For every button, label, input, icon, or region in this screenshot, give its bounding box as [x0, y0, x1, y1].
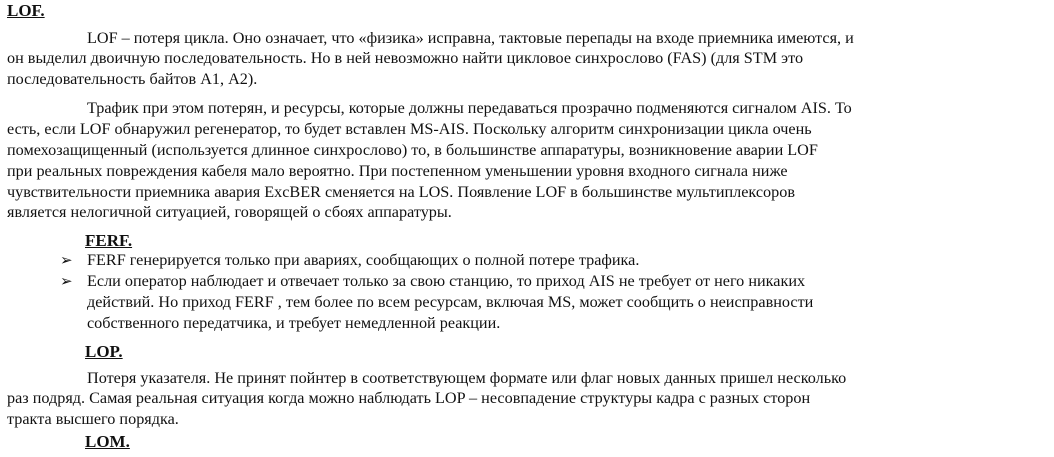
lof-para2-line-6: является нелогичной ситуацией, говорящей о сбоях аппаратуры. [7, 203, 452, 221]
lop-para-line-2: раз подряд. Самая реальная ситуация когда можно наблюдать LOP – несовпадение структуры кадра с разных сторон [7, 389, 811, 407]
bullet-arrow-icon: ➢ [60, 251, 73, 269]
lof-para2-line-2: есть, если LOF обнаружил регенератор, то будет вставлен MS-AIS. Поскольку алгоритм синхронизации цикла очень [7, 120, 812, 138]
ferf-bullet1-line-1: FERF генерируется только при авариях, сообщающих о полной потере трафика. [87, 251, 640, 269]
lof-para2-line-4: при реальных повреждения кабеля мало вероятно. При постепенном уменьшении уровня входного сигнала ниже [7, 162, 788, 180]
lof-para2-line-3: помехозащищенный (используется длинное синхрослово) то, в большинстве аппаратуры, возникновение аварии LOF [7, 141, 818, 159]
ferf-bullet2-line-1: Если оператор наблюдает и отвечает только за свою станцию, то приход AIS не требует от него никаких [87, 272, 806, 290]
heading-lom: LOM. [85, 432, 130, 451]
lof-para2-line-1: Трафик при этом потерян, и ресурсы, которые должны передаваться прозрачно подменяются сигналом AIS. То [87, 99, 852, 117]
heading-lof: LOF. [7, 1, 45, 20]
ferf-bullet2-line-3: собственного передатчика, и требует немедленной реакции. [87, 314, 501, 332]
heading-lop: LOP. [85, 342, 123, 361]
lof-para1-line-1: LOF – потеря цикла. Оно означает, что «физика» исправна, тактовые перепады на входе приемника имеются, и [87, 29, 854, 47]
lop-para-line-3: тракта высшего порядка. [7, 410, 179, 428]
lof-para2-line-5: чувствительности приемника авария ExcBER сменяется на LOS. Появление LOF в большинстве мультиплексоров [7, 183, 795, 201]
bullet-arrow-icon: ➢ [60, 272, 73, 290]
lof-para1-line-3: последовательность байтов А1, А2). [7, 70, 258, 88]
lop-para-line-1: Потеря указателя. Не принят пойнтер в соответствующем формате или флаг новых данных пришел несколько [87, 369, 847, 387]
ferf-bullet2-line-2: действий. Но приход FERF , тем более по всем ресурсам, включая MS, может сообщить о неисправности [87, 293, 814, 311]
heading-ferf: FERF. [85, 231, 133, 250]
lof-para1-line-2: он выделил двоичную последовательность. Но в ней невозможно найти цикловое синхрослово (FAS) (для STM это [7, 49, 804, 67]
